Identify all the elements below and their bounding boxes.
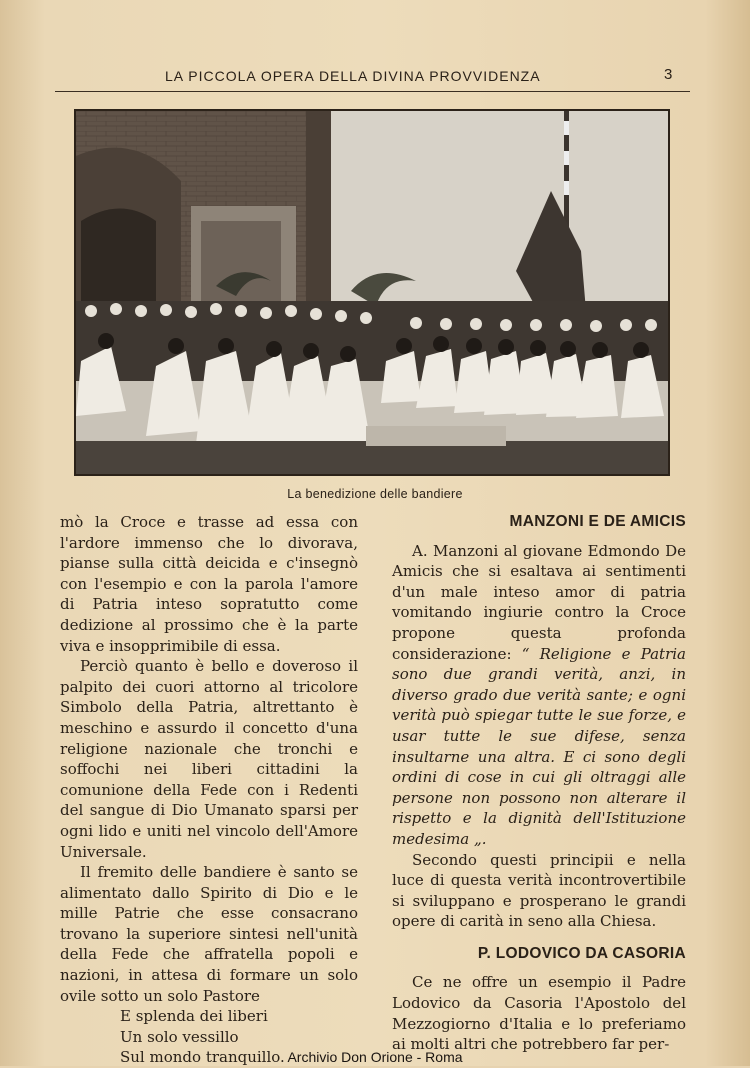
right-paragraph-2: Secondo questi principii e nella luce di questa verità incontrovertibile si sviluppano e prosperano le grandi opere di carità in seno alla Chiesa.	[392, 850, 686, 931]
photograph-flag-blessing	[74, 109, 670, 476]
left-paragraph-1: mò la Croce e trasse ad essa con l'ardore immenso che lo divorava, pianse sulla città deicida e c'insegnò con l'esempio e con la parola l'amore di Patria inteso sopratutto come dedizione al prossimo che è la parte viva e insopprimibile di essa.	[60, 513, 358, 655]
right-paragraph-1	[392, 541, 686, 850]
hymn-line: Sul mondo tranquillo.	[120, 1048, 285, 1067]
left-paragraph-3: Il fremito delle bandiere è santo se alimentato dallo Spirito di Dio e le mille Patrie che esse consacrano trovano la superiore sintesi nell'unità della Fede che affratella popoli e nazioni, in attesa di formare un solo ovile sotto un solo Pastore	[60, 863, 358, 1005]
section-heading-lodovico: P. LODOVICO DA CASORIA	[477, 944, 686, 962]
hymn-line: E splenda dei liberi	[120, 1007, 268, 1026]
hymn-line: Un solo vessillo	[120, 1027, 239, 1046]
running-header-title: LA PICCOLA OPERA DELLA DIVINA PROVVIDENZA	[165, 68, 541, 84]
photo-illustration	[76, 111, 668, 474]
photo-caption: La benedizione delle bandiere	[287, 487, 463, 501]
section-heading-manzoni: MANZONI E DE AMICIS	[509, 513, 686, 530]
left-column	[60, 512, 358, 1068]
right-paragraph-3: Ce ne offre un esempio il Padre Lodovico da Casoria l'Apostolo del Mezzogiorno d'Italia e lo preferiamo ai molti altri che potrebbero far per-	[392, 973, 686, 1054]
page-number: 3	[664, 66, 673, 83]
archive-footer: Archivio Don Orione - Roma	[287, 1049, 463, 1065]
right-column	[392, 512, 686, 1055]
header-rule	[55, 91, 690, 92]
left-paragraph-2: Perciò quanto è bello e doveroso il palpito dei cuori attorno al tricolore Simbolo della Patria, altrettanto è meschino e assurdo il concetto d'una religione nazionale che tronchi e soffochi nei liberi cittadini la comunione della Fede con i Redenti del sangue di Dio Umanato sparsi per ogni lido e uniti nel vincolo dell'Amore Universale.	[60, 657, 358, 861]
manzoni-intro: A. Manzoni al giovane Edmondo De Amicis che si esaltava ai sentimenti d'un male inteso amor di patria vomitando ingiurie contro la Croce propone questa profonda considerazione:	[392, 541, 686, 663]
manzoni-quote: “ Religione e Patria sono due grandi verità, anzi, in diverso grado due verità sante; e ogni verità può spiegar tutte le sue forze, e usar tutte le sue difese, senza insultarne una altra. E ci sono degli ordini di cose in cui gli oltraggi alle persone non possono non alterare il rispetto e la dignità dell'Istituzione medesima „.	[392, 644, 686, 848]
